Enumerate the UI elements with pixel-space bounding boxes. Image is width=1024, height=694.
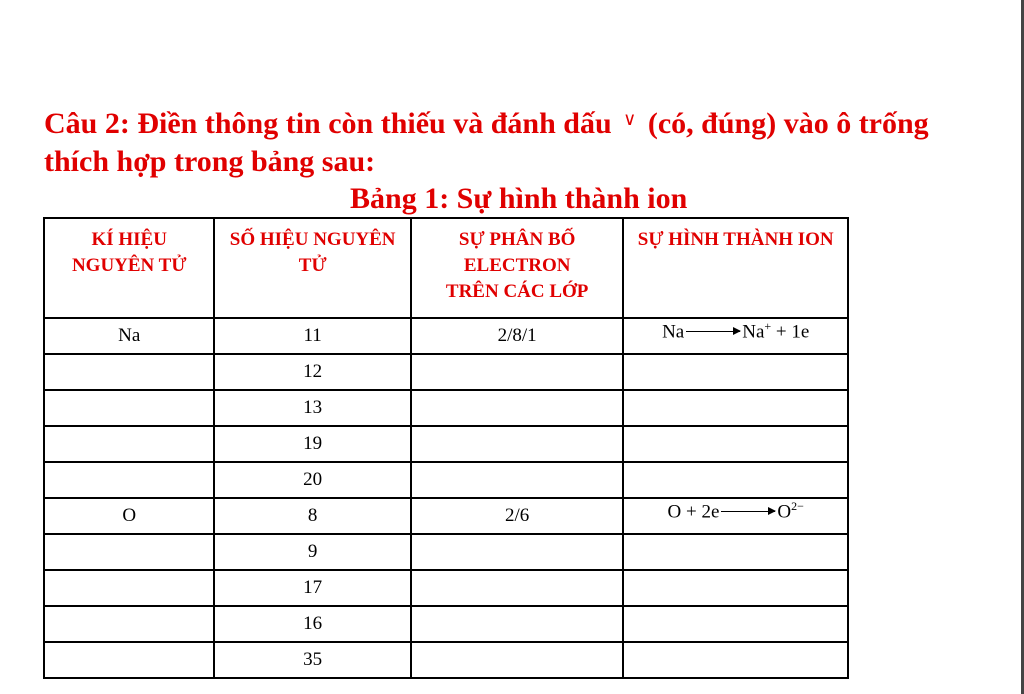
- header-symbol: KÍ HIỆU NGUYÊN TỬ: [44, 218, 214, 318]
- ion-table: [43, 217, 849, 679]
- cell-config[interactable]: [411, 426, 624, 462]
- cell-number: 13: [214, 390, 410, 426]
- cell-config[interactable]: [411, 606, 624, 642]
- cell-symbol[interactable]: [44, 570, 214, 606]
- cell-config: 2/6: [411, 498, 624, 534]
- cell-symbol[interactable]: [44, 642, 214, 678]
- cell-config[interactable]: [411, 462, 624, 498]
- header-ion-formation: SỰ HÌNH THÀNH ION: [623, 218, 848, 318]
- cell-ion-na: Na Na+ + 1e: [623, 318, 848, 354]
- cell-number: 9: [214, 534, 410, 570]
- table-row: [44, 318, 848, 354]
- cell-symbol[interactable]: [44, 534, 214, 570]
- table-row: [44, 570, 848, 606]
- table-row: [44, 534, 848, 570]
- table-row: [44, 462, 848, 498]
- cell-ion[interactable]: [623, 570, 848, 606]
- cell-config: 2/8/1: [411, 318, 624, 354]
- cell-number: 20: [214, 462, 410, 498]
- cell-symbol: O: [44, 498, 214, 534]
- cell-config[interactable]: [411, 390, 624, 426]
- cell-number: 11: [214, 318, 410, 354]
- cell-number: 17: [214, 570, 410, 606]
- cell-ion[interactable]: [623, 642, 848, 678]
- header-atomic-number: SỐ HIỆU NGUYÊN TỬ: [214, 218, 410, 318]
- table-row: [44, 426, 848, 462]
- cell-number: 12: [214, 354, 410, 390]
- check-mark-icon: ∨: [623, 109, 637, 129]
- cell-config[interactable]: [411, 570, 624, 606]
- question-line1-start: Câu 2: Điền thông tin còn thiếu và đánh dấu: [44, 107, 612, 140]
- cell-symbol[interactable]: [44, 354, 214, 390]
- header-electron-config: SỰ PHÂN BỐ ELECTRON TRÊN CÁC LỚP: [411, 218, 624, 318]
- table-row: [44, 498, 848, 534]
- question-text: [44, 100, 1024, 181]
- cell-ion[interactable]: [623, 354, 848, 390]
- cell-symbol: Na: [44, 318, 214, 354]
- cell-symbol[interactable]: [44, 606, 214, 642]
- table-row: [44, 642, 848, 678]
- cell-ion[interactable]: [623, 534, 848, 570]
- cell-ion[interactable]: [623, 426, 848, 462]
- cell-number: 35: [214, 642, 410, 678]
- table-row: [44, 354, 848, 390]
- table-header-row: [44, 218, 848, 318]
- cell-ion[interactable]: [623, 462, 848, 498]
- table-row: [44, 606, 848, 642]
- cell-symbol[interactable]: [44, 390, 214, 426]
- cell-ion-o: O + 2e $O^{2-}$: [623, 498, 848, 534]
- cell-config[interactable]: [411, 354, 624, 390]
- cell-symbol[interactable]: [44, 462, 214, 498]
- arrow-icon: [721, 511, 775, 512]
- cell-number: 19: [214, 426, 410, 462]
- cell-number: 16: [214, 606, 410, 642]
- cell-config[interactable]: [411, 642, 624, 678]
- table-caption: Bảng 1: Sự hình thành ion: [350, 182, 688, 215]
- cell-ion[interactable]: [623, 606, 848, 642]
- cell-number: 8: [214, 498, 410, 534]
- question-line1-end: (có, đúng) vào ô trống: [647, 107, 929, 140]
- cell-config[interactable]: [411, 534, 624, 570]
- cell-ion[interactable]: [623, 390, 848, 426]
- cell-symbol[interactable]: [44, 426, 214, 462]
- question-line2: thích hợp trong bảng sau:: [44, 145, 376, 178]
- table-row: [44, 390, 848, 426]
- arrow-icon: [686, 331, 740, 332]
